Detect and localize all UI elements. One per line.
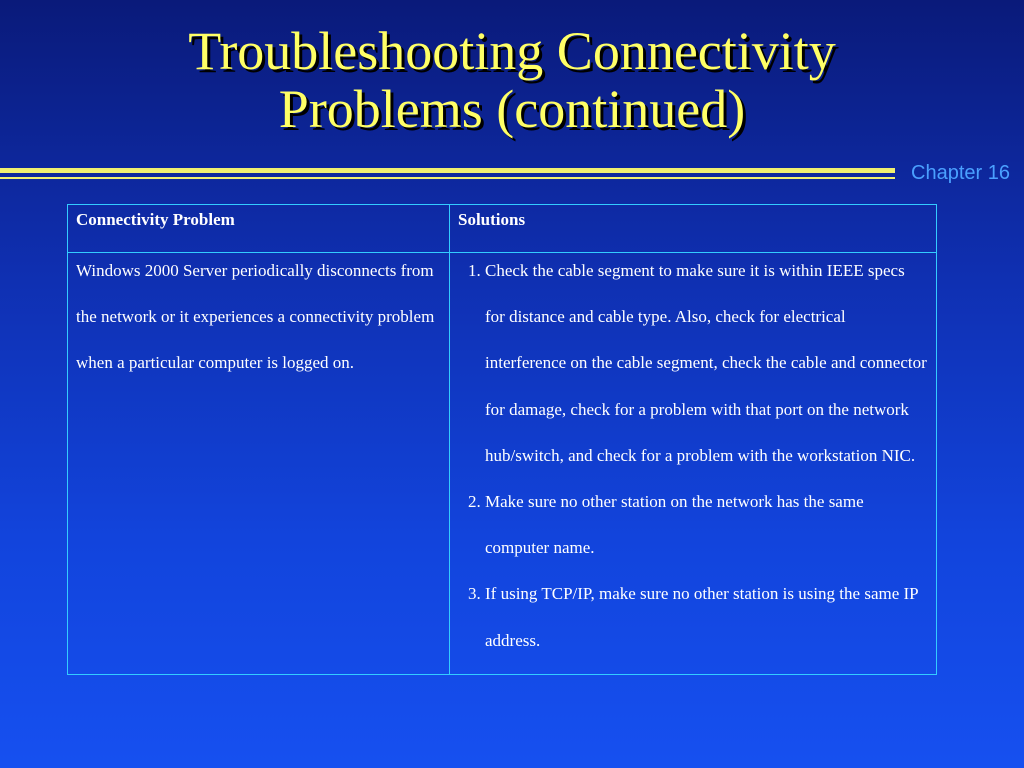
title-divider-thin bbox=[0, 177, 895, 179]
solutions-cell bbox=[450, 253, 937, 675]
solution-item-1: 1. Check the cable segment to make sure it is within IEEE specs for distance and cable type. Also, check for electrical interference on the cable segment, check the cable and connector for damage, check for a problem with that port on the network hub/switch, and check for a problem with the workstation NIC. bbox=[485, 248, 928, 479]
solution-item-3: 3. If using TCP/IP, make sure no other station is using the same IP address. bbox=[485, 571, 928, 663]
header-connectivity-problem: Connectivity Problem bbox=[68, 205, 450, 253]
troubleshooting-table bbox=[67, 204, 937, 675]
problem-text: Windows 2000 Server periodically disconnects from the network or it experiences a connectivity problem when a particular computer is logged on. bbox=[76, 261, 435, 372]
table-header-row bbox=[68, 205, 937, 253]
solutions-list bbox=[458, 248, 928, 664]
title-line-1: Troubleshooting Connectivity bbox=[188, 21, 836, 81]
title-divider-thick bbox=[0, 168, 895, 173]
solution-item-2: 2. Make sure no other station on the network has the same computer name. bbox=[485, 479, 928, 571]
slide-title bbox=[0, 22, 1024, 138]
header-solutions: Solutions bbox=[450, 205, 937, 253]
chapter-label: Chapter 16 bbox=[911, 162, 1010, 184]
table-row bbox=[68, 253, 937, 675]
title-line-2: Problems (continued) bbox=[278, 79, 746, 139]
problem-cell bbox=[68, 253, 450, 675]
